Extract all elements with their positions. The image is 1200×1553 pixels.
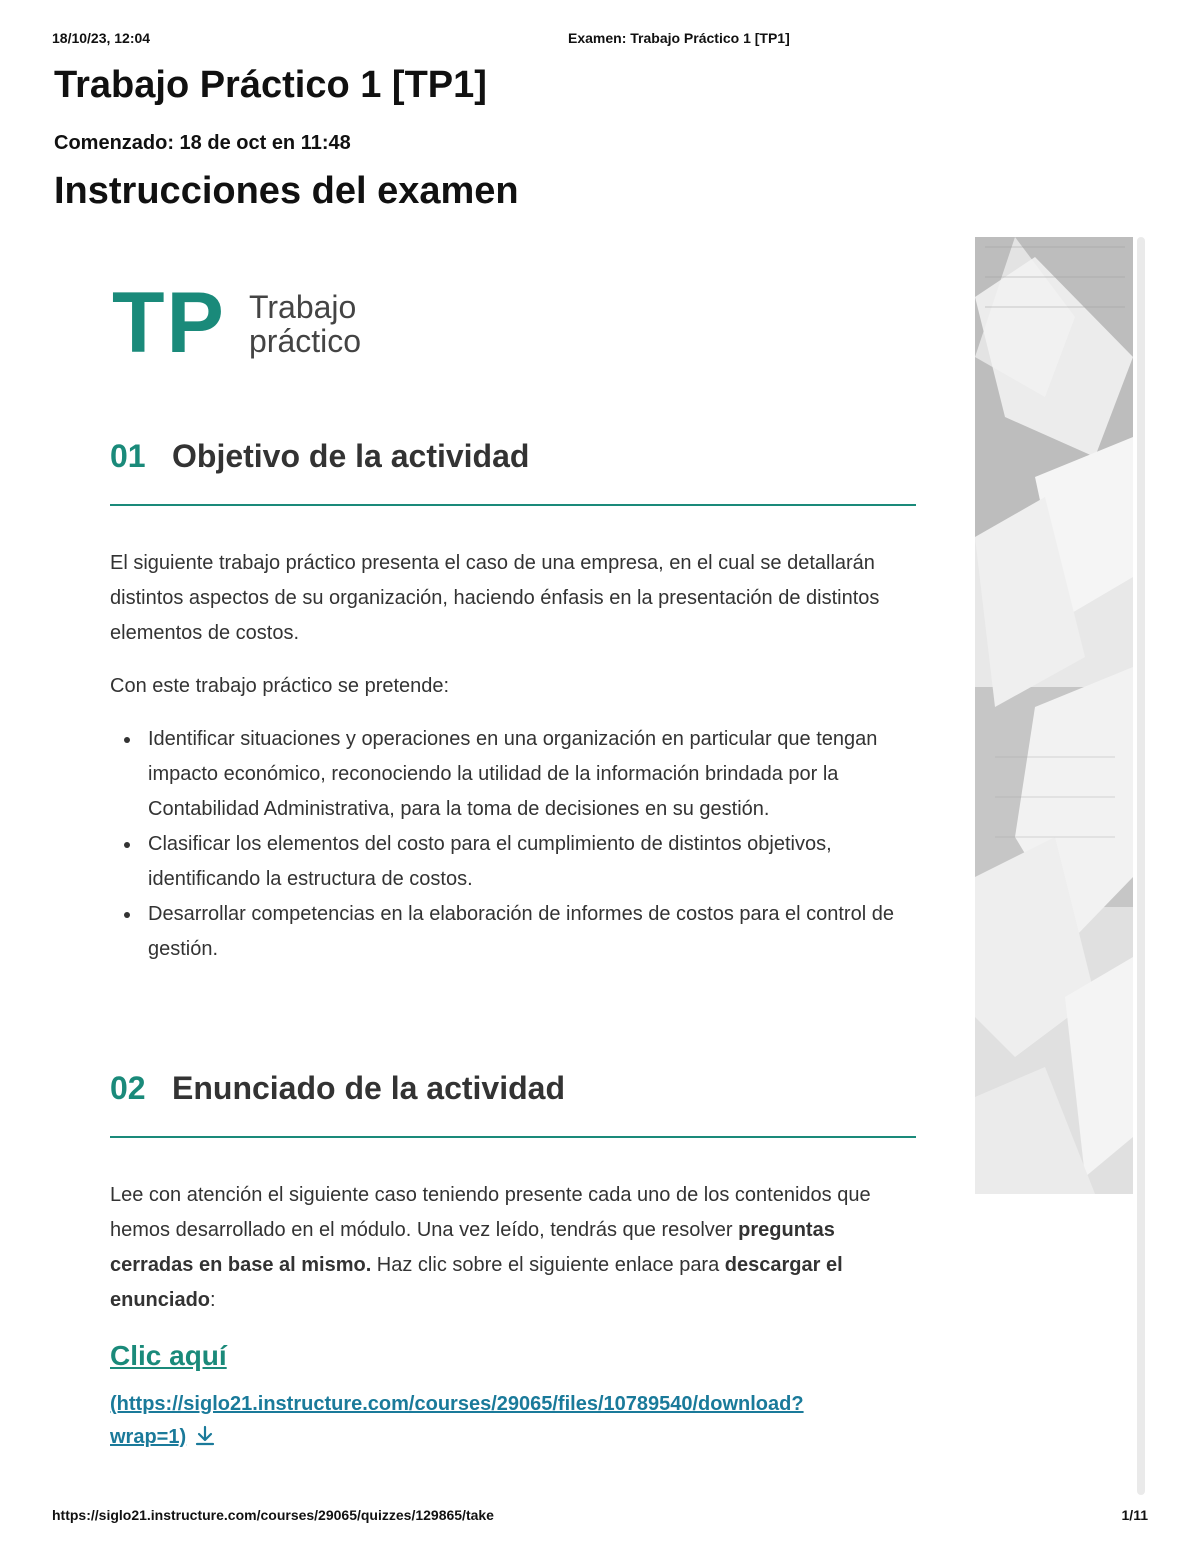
objective-intro: Con este trabajo práctico se pretende: [110, 675, 450, 697]
started-timestamp: Comenzado: 18 de oct en 11:48 [54, 132, 351, 154]
print-doc-title: Examen: Trabajo Práctico 1 [TP1] [568, 30, 790, 46]
section-number: 02 [110, 1070, 146, 1106]
list-item: Desarrollar competencias en la elaboración de informes de costos para el control de gestión. [110, 897, 916, 967]
statement-paragraph [110, 1178, 916, 1318]
print-url: https://siglo21.instructure.com/courses/29065/quizzes/129865/take [52, 1507, 494, 1523]
section-divider [110, 504, 916, 506]
tp-logo-word-1: Trabajo [249, 289, 357, 325]
download-url-link[interactable] [110, 1388, 870, 1458]
download-url-text[interactable]: (https://siglo21.instructure.com/courses/29065/files/10789540/download?wrap=1) [110, 1393, 804, 1448]
statement-emphasis: preguntas cerradas en base al mismo. [110, 1219, 835, 1276]
section-heading-label: Objetivo de la actividad [172, 438, 530, 474]
list-item: Identificar situaciones y operaciones en una organización en particular que tengan impacto económico, reconociendo la utilidad de la información brindada por la Contabilidad Administrativa, para la toma de decisiones en su gestión. [110, 722, 916, 827]
section-heading-label: Enunciado de la actividad [172, 1070, 565, 1106]
statement-text: : [210, 1289, 216, 1311]
download-link[interactable]: Clic aquí [110, 1340, 227, 1371]
objective-paragraph: El siguiente trabajo práctico presenta el caso de una empresa, en el cual se detallarán distintos aspectos de su organización, haciendo énfasis en la presentación de distintos elementos de costos. [110, 552, 880, 644]
page-scrollbar[interactable] [1137, 237, 1145, 1495]
tp-logo-word-2: práctico [249, 323, 362, 359]
print-footer [52, 1507, 1148, 1525]
instructions-title: Instrucciones del examen [54, 170, 519, 212]
tp-logo-words [249, 290, 361, 358]
print-date: 18/10/23, 12:04 [52, 30, 151, 46]
page-number: 1/11 [1121, 1507, 1148, 1523]
decorative-side-image [975, 237, 1133, 1194]
print-header [52, 30, 1148, 50]
tp-logo-letters: TP [112, 275, 226, 371]
statement-text: Lee con atención el siguiente caso teniendo presente cada uno de los contenidos que hemos desarrollado en el módulo. Una vez leído, tendrás que resolver [110, 1184, 871, 1241]
section-divider [110, 1136, 916, 1138]
list-item: Clasificar los elementos del costo para el cumplimiento de distintos objetivos, identificando la estructura de costos. [110, 827, 916, 897]
section-number: 01 [110, 438, 146, 474]
objectives-list [110, 722, 916, 967]
page-title: Trabajo Práctico 1 [TP1] [54, 64, 487, 106]
statement-emphasis: descargar el enunciado [110, 1254, 843, 1311]
statement-text: Haz clic sobre el siguiente enlace para [371, 1254, 725, 1276]
download-icon[interactable] [194, 1425, 216, 1458]
